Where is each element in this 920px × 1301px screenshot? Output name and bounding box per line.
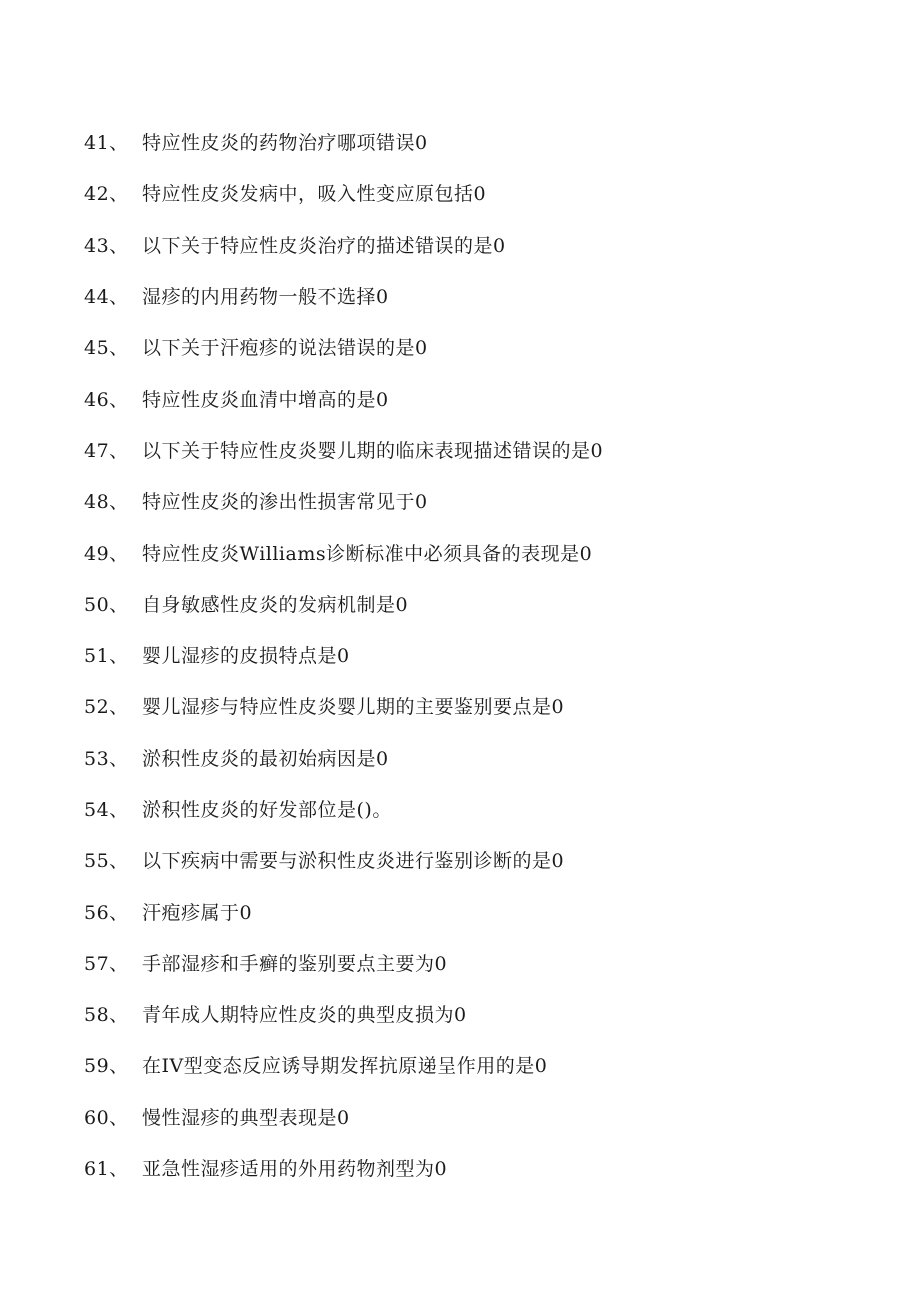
question-number: 53、: [84, 747, 129, 770]
question-item: [84, 426, 884, 477]
question-item: [84, 374, 884, 425]
question-item: [84, 580, 884, 631]
question-number: 59、: [84, 1055, 129, 1078]
question-number: 43、: [84, 234, 129, 257]
question-item: [84, 682, 884, 733]
question-text: 特应性皮炎血清中增高的是0: [142, 388, 389, 411]
question-number: 55、: [84, 850, 129, 873]
question-item: [84, 221, 884, 272]
question-text: 特应性皮炎的药物治疗哪项错误0: [142, 132, 428, 155]
question-item: [84, 734, 884, 785]
question-item: [84, 631, 884, 682]
question-number: 41、: [84, 132, 129, 155]
question-text: 青年成人期特应性皮炎的典型皮损为0: [142, 1004, 467, 1027]
question-number: 44、: [84, 286, 129, 309]
question-item: [84, 939, 884, 990]
question-text: 淤积性皮炎的最初始病因是0: [142, 747, 389, 770]
question-text: 特应性皮炎发病中，吸入性变应原包括0: [142, 183, 487, 206]
question-item: [84, 169, 884, 220]
question-number: 57、: [84, 952, 129, 975]
question-number: 51、: [84, 645, 129, 668]
question-number: 61、: [84, 1158, 129, 1181]
question-text: 在IV型变态反应诱导期发挥抗原递呈作用的是0: [142, 1055, 548, 1078]
question-text: 湿疹的内用药物一般不选择0: [142, 286, 389, 309]
question-number: 56、: [84, 901, 129, 924]
question-item: [84, 1093, 884, 1144]
question-number: 46、: [84, 388, 129, 411]
question-item: [84, 785, 884, 836]
question-item: [84, 118, 884, 169]
question-item: [84, 836, 884, 887]
question-text: 婴儿湿疹与特应性皮炎婴儿期的主要鉴别要点是0: [142, 696, 565, 719]
question-text: 慢性湿疹的典型表现是0: [142, 1106, 350, 1129]
question-text: 汗疱疹属于0: [142, 901, 253, 924]
question-text: 特应性皮炎Williams诊断标准中必须具备的表现是0: [142, 542, 593, 565]
question-number: 47、: [84, 439, 129, 462]
question-number: 45、: [84, 337, 129, 360]
question-number: 60、: [84, 1106, 129, 1129]
question-item: [84, 887, 884, 938]
question-number: 49、: [84, 542, 129, 565]
question-item: [84, 272, 884, 323]
question-number: 52、: [84, 696, 129, 719]
question-text: 淤积性皮炎的好发部位是()。: [142, 799, 392, 821]
question-number: 42、: [84, 183, 129, 206]
question-text: 以下关于汗疱疹的说法错误的是0: [142, 337, 428, 360]
question-number: 58、: [84, 1004, 129, 1027]
question-text: 自身敏感性皮炎的发病机制是0: [142, 593, 409, 616]
question-item: [84, 1144, 884, 1195]
question-text: 以下关于特应性皮炎治疗的描述错误的是0: [142, 234, 506, 257]
question-number: 50、: [84, 593, 129, 616]
question-text: 亚急性湿疹适用的外用药物剂型为0: [142, 1158, 448, 1181]
question-text: 以下关于特应性皮炎婴儿期的临床表现描述错误的是0: [142, 439, 604, 462]
question-item: [84, 1041, 884, 1092]
question-list: [84, 118, 884, 1195]
question-text: 以下疾病中需要与淤积性皮炎进行鉴别诊断的是0: [142, 850, 565, 873]
question-text: 特应性皮炎的渗出性损害常见于0: [142, 491, 428, 514]
question-item: [84, 323, 884, 374]
question-text: 手部湿疹和手癣的鉴别要点主要为0: [142, 952, 448, 975]
question-item: [84, 990, 884, 1041]
question-number: 54、: [84, 799, 129, 821]
question-text: 婴儿湿疹的皮损特点是0: [142, 645, 350, 668]
question-item: [84, 477, 884, 528]
question-item: [84, 528, 884, 579]
question-number: 48、: [84, 491, 129, 514]
